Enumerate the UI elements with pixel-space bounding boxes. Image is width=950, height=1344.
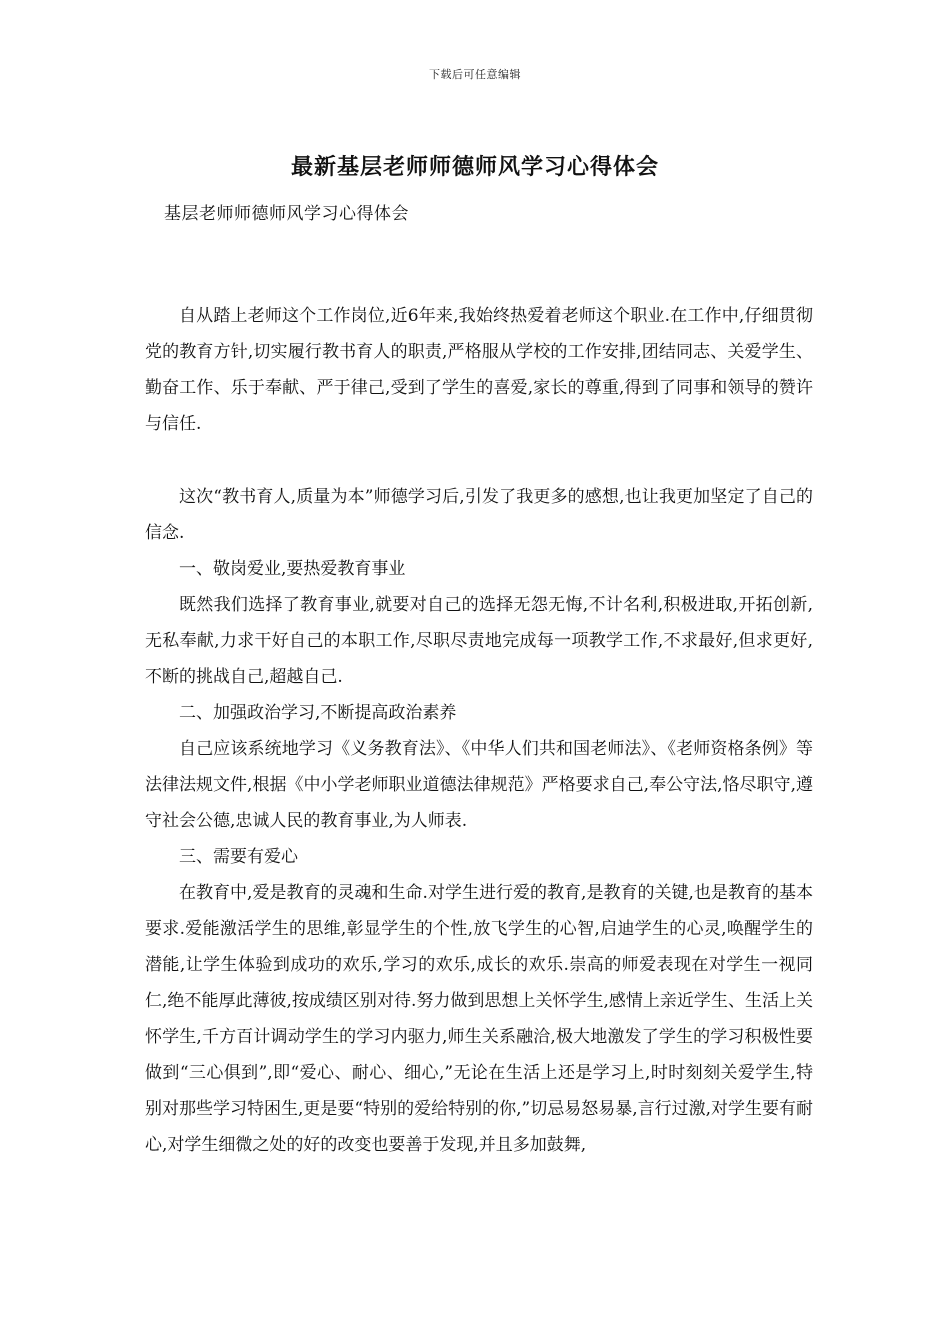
section-heading: 一、敬岗爱业,要热爱教育事业 xyxy=(179,559,406,579)
document-subtitle: 基层老师师德师风学习心得体会 xyxy=(164,204,409,224)
paragraph: 自从踏上老师这个工作岗位,近6年来,我始终热爱着老师这个职业.在工作中,仔细贯彻党的教育方针,切实履行教书育人的职责,严格服从学校的工作安排,团结同志、关爱学生、勤奋工作、乐于奉献、严于律己,受到了学生的喜爱,家长的尊重,得到了同事和领导的赞许与信任. xyxy=(145,306,813,434)
paragraph: 这次“教书育人,质量为本”师德学习后,引发了我更多的感想,也让我更加坚定了自己的信念. xyxy=(145,487,813,543)
header-note: 下载后可任意编辑 xyxy=(429,68,521,81)
body-block-intro xyxy=(145,298,813,442)
paragraph: 自己应该系统地学习《义务教育法》、《中华人们共和国老师法》、《老师资格条例》等法律法规文件,根据《中小学老师职业道德法律规范》严格要求自己,奉公守法,恪尽职守,遵守社会公德,忠诚人民的教育事业,为人师表. xyxy=(145,739,813,831)
body-block-main xyxy=(145,479,813,1163)
section-heading: 二、加强政治学习,不断提高政治素养 xyxy=(179,703,457,723)
paragraph: 在教育中,爱是教育的灵魂和生命.对学生进行爱的教育,是教育的关键,也是教育的基本要求.爱能激活学生的思维,彰显学生的个性,放飞学生的心智,启迪学生的心灵,唤醒学生的潜能,让学生体验到成功的欢乐,学习的欢乐,成长的欢乐.崇高的师爱表现在对学生一视同仁,绝不能厚此薄彼,按成绩区别对待.努力做到思想上关怀学生,感情上亲近学生、生活上关怀学生,千方百计调动学生的学习内驱力,师生关系融洽,极大地激发了学生的学习积极性要做到“三心俱到”,即“爱心、耐心、细心,”无论在生活上还是学习上,时时刻刻关爱学生,特别对那些学习特困生,更是要“特别的爱给特别的你,”切忌易怒易暴,言行过激,对学生要有耐心,对学生细微之处的好的改变也要善于发现,并且多加鼓舞, xyxy=(145,883,813,1155)
section-heading: 三、需要有爱心 xyxy=(179,847,298,867)
document-title: 最新基层老师师德师风学习心得体会 xyxy=(290,154,659,180)
paragraph: 既然我们选择了教育事业,就要对自己的选择无怨无悔,不计名利,积极进取,开拓创新,无私奉献,力求干好自己的本职工作,尽职尽责地完成每一项教学工作,不求最好,但求更好,不断的挑战自己,超越自己. xyxy=(145,595,813,687)
